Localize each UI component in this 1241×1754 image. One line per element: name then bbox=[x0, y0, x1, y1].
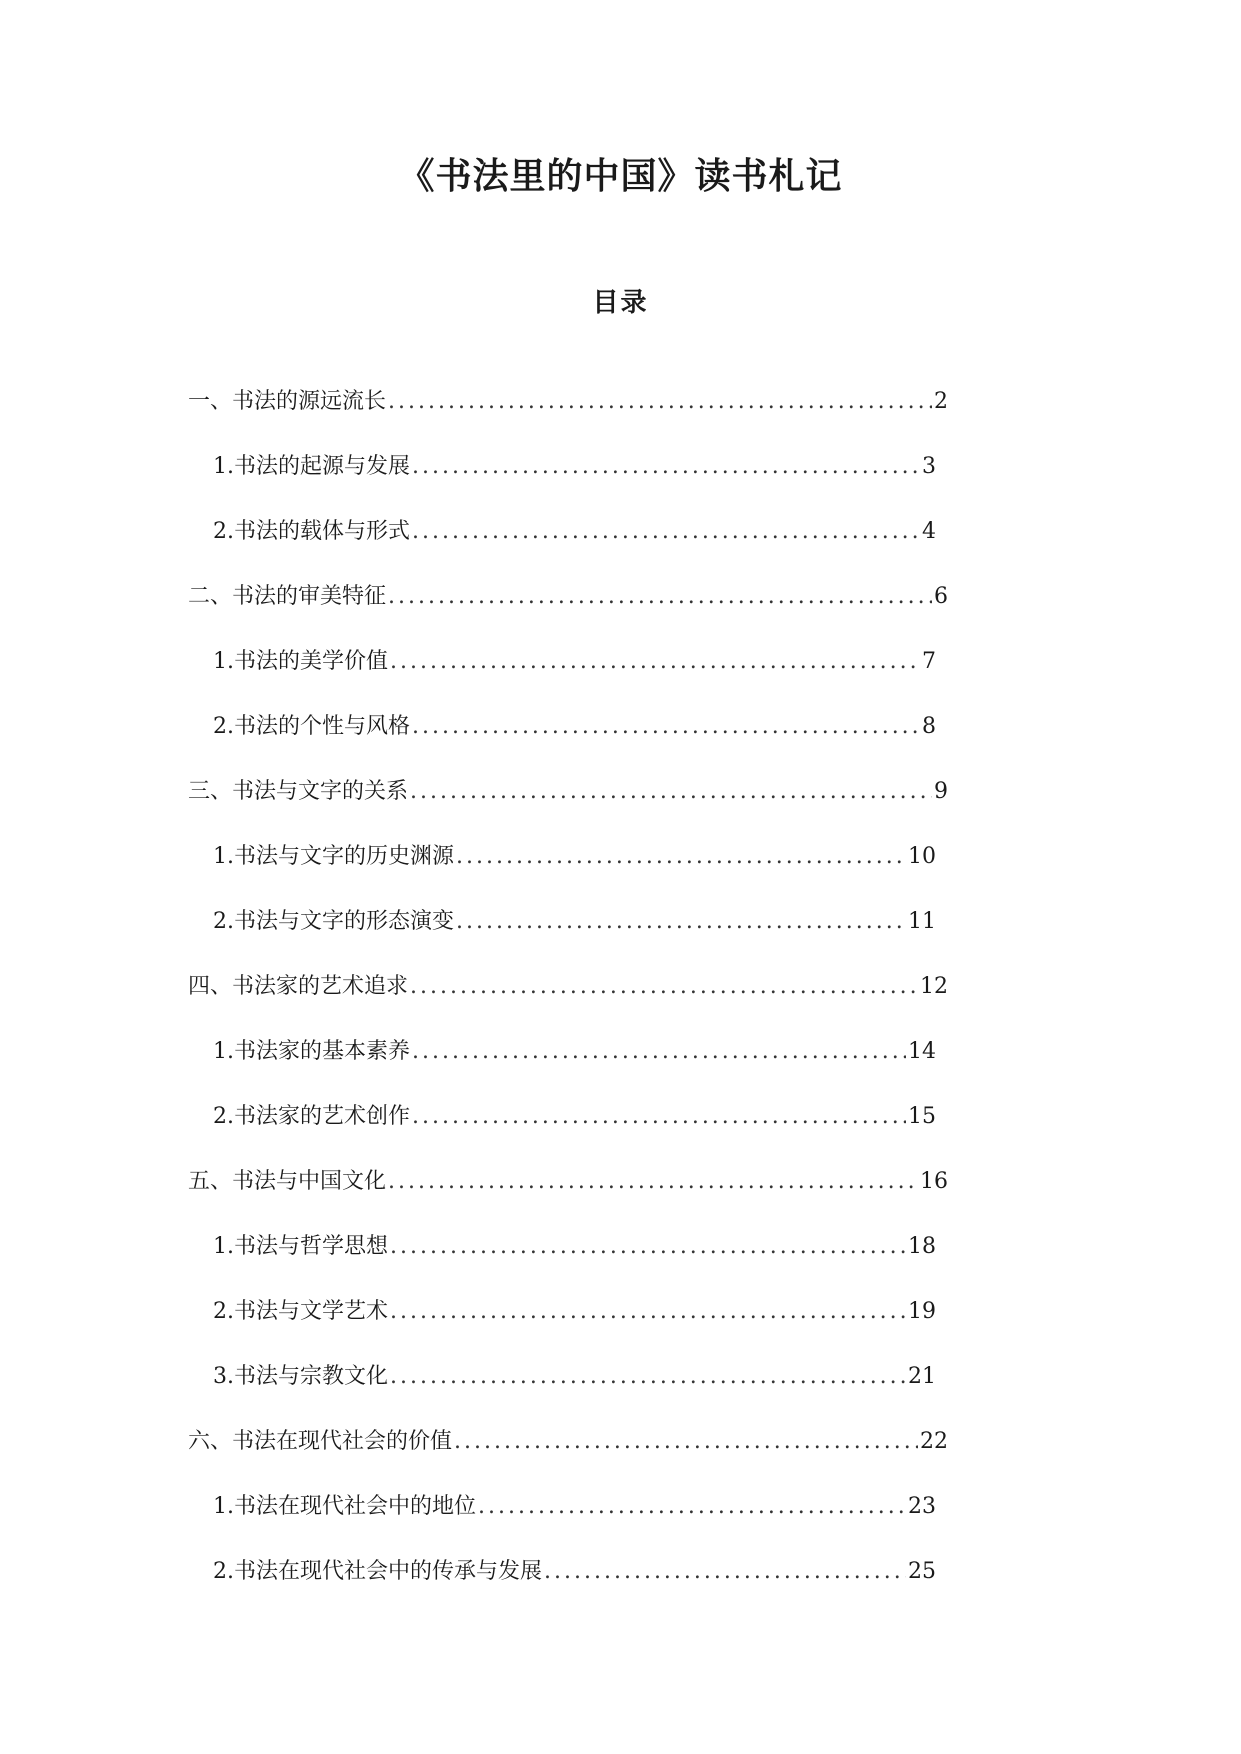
toc-entry-number: 1. bbox=[213, 844, 234, 869]
toc-entry-page-number: 12 bbox=[920, 974, 948, 999]
toc-section-entry[interactable] bbox=[213, 1556, 936, 1588]
toc-entry-label: 书法与哲学思想 bbox=[234, 1234, 389, 1259]
toc-dot-leader bbox=[412, 451, 920, 483]
toc-entry-label: 书法家的基本素养 bbox=[234, 1039, 411, 1064]
toc-entry-label: 书法与文学艺术 bbox=[234, 1299, 389, 1324]
toc-entry-label: 书法与文字的历史渊源 bbox=[234, 844, 455, 869]
toc-entry-page-number: 10 bbox=[908, 844, 936, 869]
toc-entry-label: 书法与宗教文化 bbox=[234, 1364, 389, 1389]
toc-section-entry[interactable] bbox=[213, 1101, 936, 1133]
toc-entry-label: 书法家的艺术创作 bbox=[234, 1104, 411, 1129]
toc-entry-page-number: 14 bbox=[908, 1039, 936, 1064]
toc-entry-page-number: 23 bbox=[908, 1494, 936, 1519]
toc-dot-leader bbox=[544, 1556, 906, 1588]
toc-entry-label: 六、书法在现代社会的价值 bbox=[188, 1429, 453, 1454]
toc-dot-leader bbox=[390, 1296, 906, 1328]
toc-dot-leader bbox=[456, 841, 906, 873]
toc-dot-leader bbox=[412, 711, 920, 743]
toc-chapter-entry[interactable] bbox=[188, 1166, 948, 1198]
toc-entry-page-number: 22 bbox=[920, 1429, 948, 1454]
toc-section-entry[interactable] bbox=[213, 646, 936, 678]
toc-section-entry[interactable] bbox=[213, 711, 936, 743]
toc-entry-label: 一、书法的源远流长 bbox=[188, 389, 387, 414]
toc-entry-number: 1. bbox=[213, 649, 234, 674]
toc-entry-page-number: 25 bbox=[908, 1559, 936, 1584]
toc-section-entry[interactable] bbox=[213, 1296, 936, 1328]
toc-entry-number: 2. bbox=[213, 1299, 234, 1324]
toc-entry-label: 三、书法与文字的关系 bbox=[188, 779, 409, 804]
toc-dot-leader bbox=[388, 386, 932, 418]
toc-chapter-entry[interactable] bbox=[188, 971, 948, 1003]
toc-entry-number: 2. bbox=[213, 909, 234, 934]
document-title: 《书法里的中国》读书札记 bbox=[398, 156, 843, 197]
toc-dot-leader bbox=[456, 906, 906, 938]
toc-dot-leader bbox=[390, 1231, 906, 1263]
toc-entry-page-number: 2 bbox=[934, 389, 948, 414]
toc-entry-number: 1. bbox=[213, 454, 234, 479]
toc-entry-label: 书法的起源与发展 bbox=[234, 454, 411, 479]
toc-dot-leader bbox=[390, 1361, 906, 1393]
toc-dot-leader bbox=[410, 776, 932, 808]
toc-dot-leader bbox=[454, 1426, 918, 1458]
toc-entry-number: 2. bbox=[213, 1559, 234, 1584]
toc-entry-number: 1. bbox=[213, 1234, 234, 1259]
toc-chapter-entry[interactable] bbox=[188, 581, 948, 613]
toc-section-entry[interactable] bbox=[213, 1361, 936, 1393]
toc-heading: 目录 bbox=[592, 288, 649, 318]
toc-chapter-entry[interactable] bbox=[188, 386, 948, 418]
toc-entry-number: 1. bbox=[213, 1039, 234, 1064]
toc-entry-page-number: 4 bbox=[922, 519, 936, 544]
toc-entry-page-number: 7 bbox=[922, 649, 936, 674]
toc-dot-leader bbox=[478, 1491, 906, 1523]
toc-section-entry[interactable] bbox=[213, 516, 936, 548]
toc-dot-leader bbox=[412, 516, 920, 548]
toc-entry-page-number: 3 bbox=[922, 454, 936, 479]
toc-section-entry[interactable] bbox=[213, 1231, 936, 1263]
toc-entry-label: 四、书法家的艺术追求 bbox=[188, 974, 409, 999]
toc-dot-leader bbox=[388, 581, 932, 613]
toc-entry-label: 书法在现代社会中的传承与发展 bbox=[234, 1559, 543, 1584]
toc-entry-page-number: 11 bbox=[908, 909, 936, 934]
toc-entry-page-number: 9 bbox=[934, 779, 948, 804]
toc-entry-page-number: 21 bbox=[908, 1364, 936, 1389]
toc-dot-leader bbox=[412, 1036, 906, 1068]
toc-section-entry[interactable] bbox=[213, 1491, 936, 1523]
toc-entry-label: 书法与文字的形态演变 bbox=[234, 909, 455, 934]
toc-section-entry[interactable] bbox=[213, 1036, 936, 1068]
toc-entry-page-number: 19 bbox=[908, 1299, 936, 1324]
toc-chapter-entry[interactable] bbox=[188, 1426, 948, 1458]
toc-entry-label: 五、书法与中国文化 bbox=[188, 1169, 387, 1194]
toc-chapter-entry[interactable] bbox=[188, 776, 948, 808]
toc-entry-label: 二、书法的审美特征 bbox=[188, 584, 387, 609]
toc-entry-number: 2. bbox=[213, 1104, 234, 1129]
toc-entry-page-number: 15 bbox=[908, 1104, 936, 1129]
toc-entry-label: 书法的美学价值 bbox=[234, 649, 389, 674]
toc-section-entry[interactable] bbox=[213, 841, 936, 873]
toc-entry-page-number: 6 bbox=[934, 584, 948, 609]
toc-entry-label: 书法在现代社会中的地位 bbox=[234, 1494, 477, 1519]
toc-entry-label: 书法的个性与风格 bbox=[234, 714, 411, 739]
toc-entry-label: 书法的载体与形式 bbox=[234, 519, 411, 544]
toc-entry-number: 3. bbox=[213, 1364, 234, 1389]
toc-dot-leader bbox=[388, 1166, 918, 1198]
toc-entry-number: 2. bbox=[213, 519, 234, 544]
toc-dot-leader bbox=[412, 1101, 906, 1133]
toc-entry-number: 1. bbox=[213, 1494, 234, 1519]
toc-entry-page-number: 8 bbox=[922, 714, 936, 739]
toc-entry-page-number: 18 bbox=[908, 1234, 936, 1259]
toc-section-entry[interactable] bbox=[213, 906, 936, 938]
toc-dot-leader bbox=[410, 971, 918, 1003]
toc-section-entry[interactable] bbox=[213, 451, 936, 483]
toc-dot-leader bbox=[390, 646, 920, 678]
toc-entry-number: 2. bbox=[213, 714, 234, 739]
toc-entry-page-number: 16 bbox=[920, 1169, 948, 1194]
